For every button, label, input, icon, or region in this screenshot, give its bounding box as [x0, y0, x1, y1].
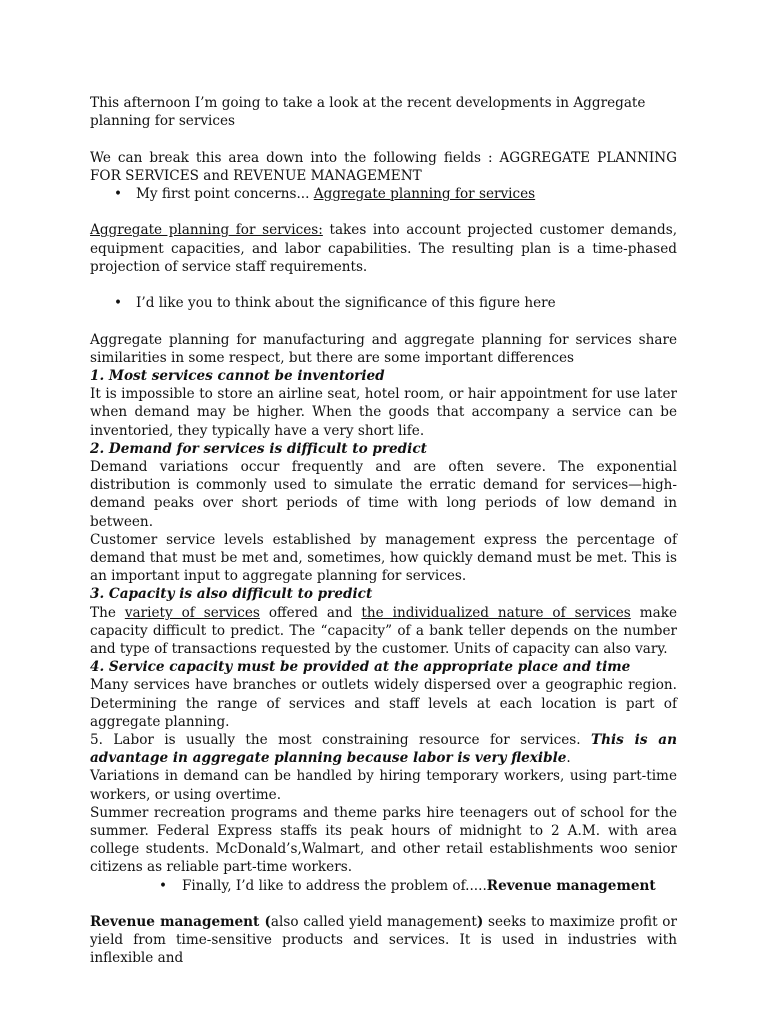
heading-3: 3. Capacity is also difficult to predict: [90, 586, 373, 603]
bullet-item: • I’d like you to think about the significance of this figure here: [114, 295, 556, 312]
heading-2: 2. Demand for services is difficult to predict: [90, 440, 427, 457]
bullet-item: • Finally, I’d like to address the problem of.....Revenue management: [159, 877, 656, 894]
definition-term: Aggregate planning for services:: [90, 222, 323, 239]
paragraph-7: Summer recreation programs and theme parks hire teenagers out of school for the summer. Federal Express staffs its peak hours of midnight to 2 A.M. with area college students. McDonald’s,Walmart, and other retail establishments woo senior citizens as reliable part-time workers.: [90, 804, 677, 876]
paragraph-5: 5. Labor is usually the most constraining resource for services. This is an advantage in aggregate planning because labor is very flexible.: [90, 732, 677, 767]
fields-paragraph: We can break this area down into the following fields : AGGREGATE PLANNING FOR SERVICES and REVENUE MANAGEMENT: [90, 149, 677, 184]
comparison-paragraph: Aggregate planning for manufacturing and aggregate planning for services share similarities in some respect, but there are some important differences: [90, 331, 677, 366]
bullet-list-3: [90, 877, 677, 895]
bullet-list-1: [90, 185, 677, 203]
paragraph-3: The variety of services offered and the individualized nature of services make capacity difficult to predict. The “capacity” of a bank teller depends on the number and type of transactions requested by the customer. Units of capacity can also vary.: [90, 604, 677, 658]
intro-paragraph: This afternoon I’m going to take a look at the recent developments in Aggregate planning for services: [90, 95, 646, 130]
heading-1: 1. Most services cannot be inventoried: [90, 367, 385, 384]
paragraph-6: Variations in demand can be handled by hiring temporary workers, using part-time workers, or using overtime.: [90, 768, 677, 803]
paragraph-1: It is impossible to store an airline seat, hotel room, or hair appointment for use later when demand may be higher. When the goods that accompany a service can be inventoried, they typically have a very short life.: [90, 386, 677, 439]
document-body: [90, 94, 677, 968]
paragraph-2b: Customer service levels established by management express the percentage of demand that must be met and, sometimes, how quickly demand must be met. This is an important input to aggregate planning for services.: [90, 531, 677, 585]
heading-4: 4. Service capacity must be provided at the appropriate place and time: [90, 659, 631, 676]
bullet-glyph: •: [114, 295, 123, 312]
paragraph-2a: Demand variations occur frequently and are often severe. The exponential distribution is commonly used to simulate the erratic demand for services—high-demand peaks over short periods of time with long periods of low demand in between.: [90, 459, 677, 530]
paragraph-4: Many services have branches or outlets widely dispersed over a geographic region. Determining the range of services and staff levels at each location is part of aggregate planning.: [90, 677, 677, 730]
revenue-paragraph: Revenue management (also called yield management) seeks to maximize profit or yield from time-sensitive products and services. It is used in industries with inflexible and: [90, 914, 677, 967]
bullet-item: • My first point concerns... Aggregate planning for services: [114, 186, 536, 202]
bullet-glyph: •: [114, 186, 123, 202]
definition-paragraph: Aggregate planning for services: takes into account projected customer demands, equipment capacities, and labor capabilities. The resulting plan is a time-phased projection of service staff requirements.: [90, 222, 678, 275]
bullet-list-2: [90, 294, 677, 312]
aggregate-planning-link: Aggregate planning for services: [313, 186, 536, 202]
bullet-glyph: •: [159, 877, 168, 894]
